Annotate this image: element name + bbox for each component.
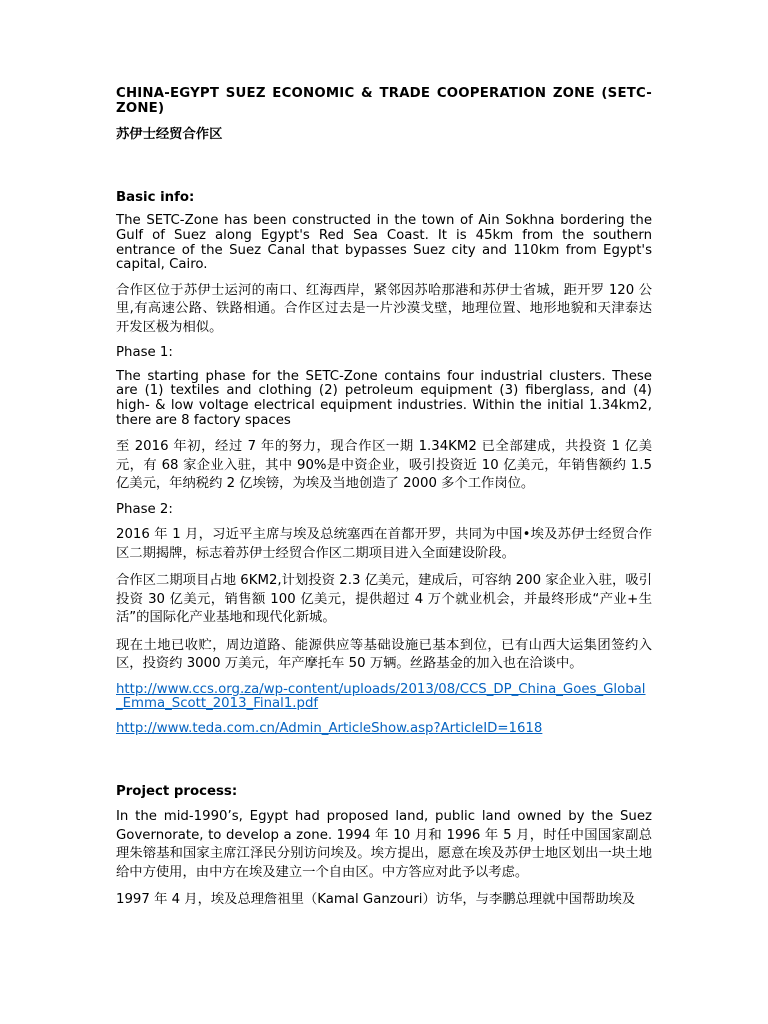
document-title: CHINA-EGYPT SUEZ ECONOMIC & TRADE COOPERATION ZONE (SETC-ZONE)	[116, 86, 652, 116]
project-process-heading: Project process:	[116, 783, 238, 799]
basic-info-paragraph-en: The SETC-Zone has been constructed in the town of Ain Sokhna bordering the Gulf of Suez along Egypt's Red Sea Coast. It is 45km from the southern entrance of the Suez Canal that bypasses Suez city and 110km from Egypt's capital, Cairo.	[116, 213, 652, 273]
phase1-label: Phase 1:	[116, 345, 173, 361]
document-subtitle-cn: 苏伊士经贸合作区	[116, 127, 223, 143]
phase1-paragraph-en: The starting phase for the SETC-Zone contains four industrial clusters. These are (1) textiles and clothing (2) petroleum equipment (3) fiberglass, and (4) high- & low voltage electrical equipment industries. Within the initial 1.34km2, there are 8 factory spaces	[116, 368, 652, 428]
basic-info-heading: Basic info:	[116, 189, 195, 205]
phase2-paragraph-cn-2: 合作区二期项目占地 6KM2,计划投资 2.3 亿美元，建成后，可容纳 200 家企业入驻，吸引投资 30 亿美元，销售额 100 亿美元，提供超过 4 万个就业机会，并最终形成“产业+生活”的国际化产业基地和现代化新城。	[116, 573, 652, 626]
phase2-paragraph-cn-1: 2016 年 1 月，习近平主席与埃及总统塞西在首都开罗，共同为中国•埃及苏伊士经贸合作区二期揭牌，标志着苏伊士经贸合作区二期项目进入全面建设阶段。	[116, 527, 652, 561]
reference-link-ccs[interactable]: http://www.ccs.org.za/wp-content/uploads/2013/08/CCS_DP_China_Goes_Global_Emma_Scott_2013_Final1.pdf	[116, 681, 646, 712]
basic-info-paragraph-cn: 合作区位于苏伊士运河的南口、红海西岸，紧邻因苏哈那港和苏伊士省城，距开罗 120 公里,有高速公路、铁路相通。合作区过去是一片沙漠戈壁，地理位置、地形地貌和天津泰达开发区极为相似。	[116, 282, 652, 335]
document-page	[116, 87, 652, 910]
phase1-paragraph-cn: 至 2016 年初，经过 7 年的努力，现合作区一期 1.34KM2 已全部建成，共投资 1 亿美元，有 68 家企业入驻，其中 90%是中资企业，吸引投资近 10 亿美元，年销售额约 1.5 亿美元，年纳税约 2 亿埃镑，为埃及当地创造了 2000 多个工作岗位。	[116, 439, 652, 492]
phase2-paragraph-cn-3: 现在土地已收贮，周边道路、能源供应等基础设施已基本到位，已有山西大运集团签约入区，投资约 3000 万美元，年产摩托车 50 万辆。丝路基金的加入也在洽谈中。	[116, 637, 652, 672]
project-process-paragraph-2: 1997 年 4 月，埃及总理詹祖里（Kamal Ganzouri）访华，与李鹏总理就中国帮助埃及	[116, 892, 636, 908]
phase2-label: Phase 2:	[116, 501, 173, 517]
project-process-paragraph-1: In the mid-1990’s, Egypt had proposed land, public land owned by the Suez Governorate, to develop a zone. 1994 年 10 月和 1996 年 5 月，时任中国国家副总理朱镕基和国家主席江泽民分别访问埃及。埃方提出，愿意在埃及苏伊士地区划出一块土地给中方使用，由中方在埃及建立一个自由区。中方答应对此予以考虑。	[116, 809, 652, 880]
reference-link-teda[interactable]: http://www.teda.com.cn/Admin_ArticleShow.asp?ArticleID=1618	[116, 721, 543, 736]
